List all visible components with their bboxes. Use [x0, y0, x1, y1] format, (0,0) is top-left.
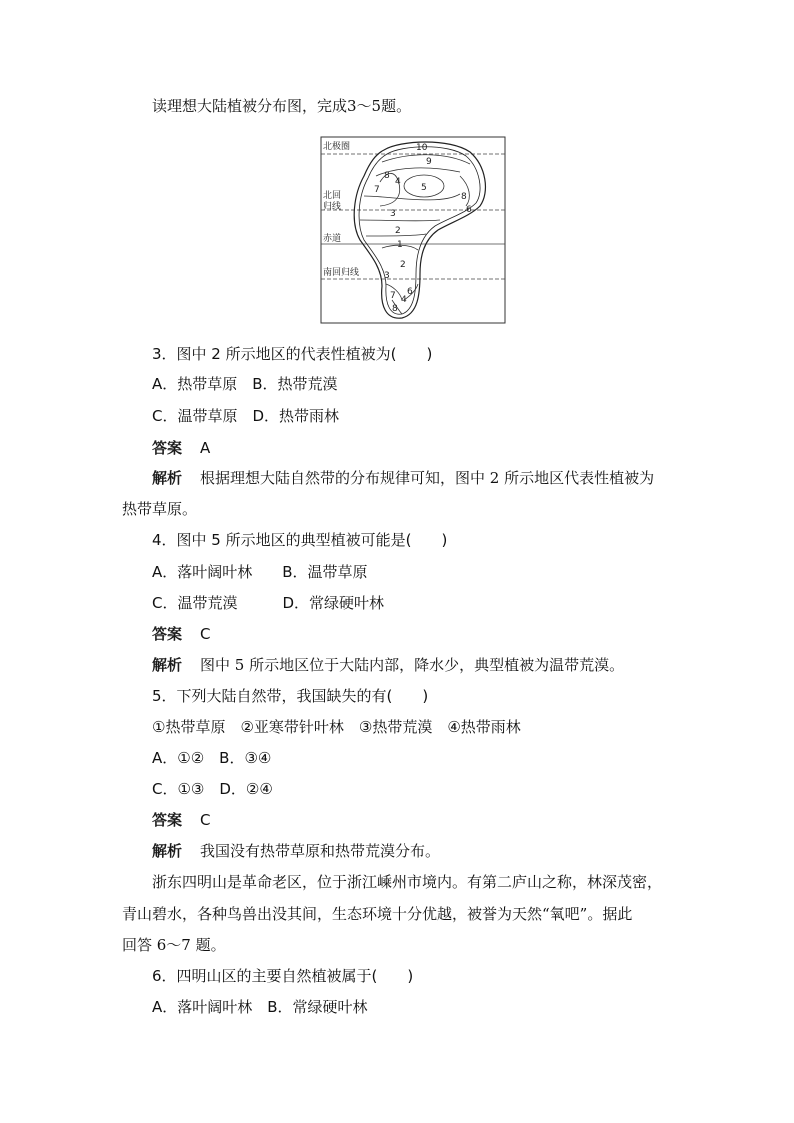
- q5-items: ①热带草原 ②亚寒带针叶林 ③热带荒漠 ④热带雨林: [152, 718, 521, 736]
- q4-explanation: [152, 655, 624, 675]
- q5-answer: [152, 810, 211, 830]
- zone-number: 1: [397, 240, 403, 250]
- q3-options-cd: C．温带草原 D．热带雨林: [152, 407, 340, 425]
- q4-options-cd: C．温带荒漠 D．常绿硬叶林: [152, 594, 385, 612]
- explanation-label: 解析: [152, 842, 183, 860]
- zone-number: 3: [390, 209, 396, 219]
- q3-explanation-cont: 热带草原。: [122, 500, 198, 518]
- zone-number: 8: [461, 192, 467, 202]
- lat-label-tropic-north-2: 归线: [323, 202, 342, 212]
- q3-answer: [152, 438, 210, 458]
- lat-label-tropic-south: 南回归线: [323, 268, 360, 278]
- zone-number: 7: [390, 291, 396, 301]
- explanation-label: 解析: [152, 469, 183, 487]
- vegetation-distribution-figure: [320, 136, 506, 324]
- passage-line-3: 回答 6～7 题。: [122, 936, 226, 954]
- q5-explanation: [152, 841, 440, 861]
- answer-value: C: [200, 811, 211, 829]
- q4-answer: [152, 624, 211, 644]
- q5-options-ab: A．①② B．③④: [152, 749, 272, 767]
- q3-stem: 3．图中 2 所示地区的代表性植被为( ): [152, 345, 433, 363]
- figure-frame: [321, 137, 505, 323]
- q6-stem: 6．四明山区的主要自然植被属于( ): [152, 967, 414, 985]
- answer-label: 答案: [152, 811, 183, 829]
- lat-label-tropic-north-1: 北回: [323, 191, 342, 201]
- answer-value: A: [200, 439, 211, 457]
- zone-number: 5: [421, 183, 427, 193]
- zone-number: 2: [400, 260, 406, 270]
- ideal-continent-diagram: [320, 136, 506, 324]
- zone-number: 9: [426, 157, 432, 167]
- explanation-label: 解析: [152, 656, 183, 674]
- q3-explanation: [152, 468, 654, 488]
- zone-number: 4: [395, 177, 401, 187]
- explanation-text: 根据理想大陆自然带的分布规律可知，图中 2 所示地区代表性植被为: [200, 469, 655, 487]
- explanation-text: 图中 5 所示地区位于大陆内部，降水少，典型植被为温带荒漠。: [200, 656, 625, 674]
- explanation-text: 我国没有热带草原和热带荒漠分布。: [200, 842, 441, 860]
- passage-line-2: 青山碧水，各种鸟兽出没其间，生态环境十分优越，被誉为天然“氧吧”。据此: [122, 905, 633, 923]
- answer-value: C: [200, 625, 211, 643]
- q4-stem: 4．图中 5 所示地区的典型植被可能是( ): [152, 531, 448, 549]
- zone-number: 4: [401, 295, 407, 305]
- q4-options-ab: A．落叶阔叶林 B．温带草原: [152, 563, 368, 581]
- q3-options-ab: A．热带草原 B．热带荒漠: [152, 375, 338, 393]
- zone-number: 2: [395, 226, 401, 236]
- continent-outline: [354, 142, 485, 318]
- zone-number: 10: [416, 143, 428, 153]
- intro-text: 读理想大陆植被分布图，完成3～5题。: [152, 97, 412, 115]
- lat-label-equator: 赤道: [323, 234, 342, 244]
- answer-label: 答案: [152, 439, 183, 457]
- zone-number: 8: [392, 304, 398, 314]
- q5-stem: 5．下列大陆自然带，我国缺失的有( ): [152, 687, 429, 705]
- zone-number: 8: [384, 171, 390, 181]
- answer-label: 答案: [152, 625, 183, 643]
- zone-boundary: [360, 220, 440, 221]
- zone-number: 7: [374, 185, 380, 195]
- passage-line-1: 浙东四明山是革命老区，位于浙江嵊州市境内。有第二庐山之称，林深茂密，: [152, 873, 663, 891]
- zone-number: 3: [384, 271, 390, 281]
- lat-label-arctic: 北极圈: [323, 142, 351, 152]
- q6-options-ab: A．落叶阔叶林 B．常绿硬叶林: [152, 998, 368, 1016]
- zone-number: 6: [466, 205, 472, 215]
- q5-options-cd: C．①③ D．②④: [152, 780, 273, 798]
- zone-number: 6: [407, 287, 413, 297]
